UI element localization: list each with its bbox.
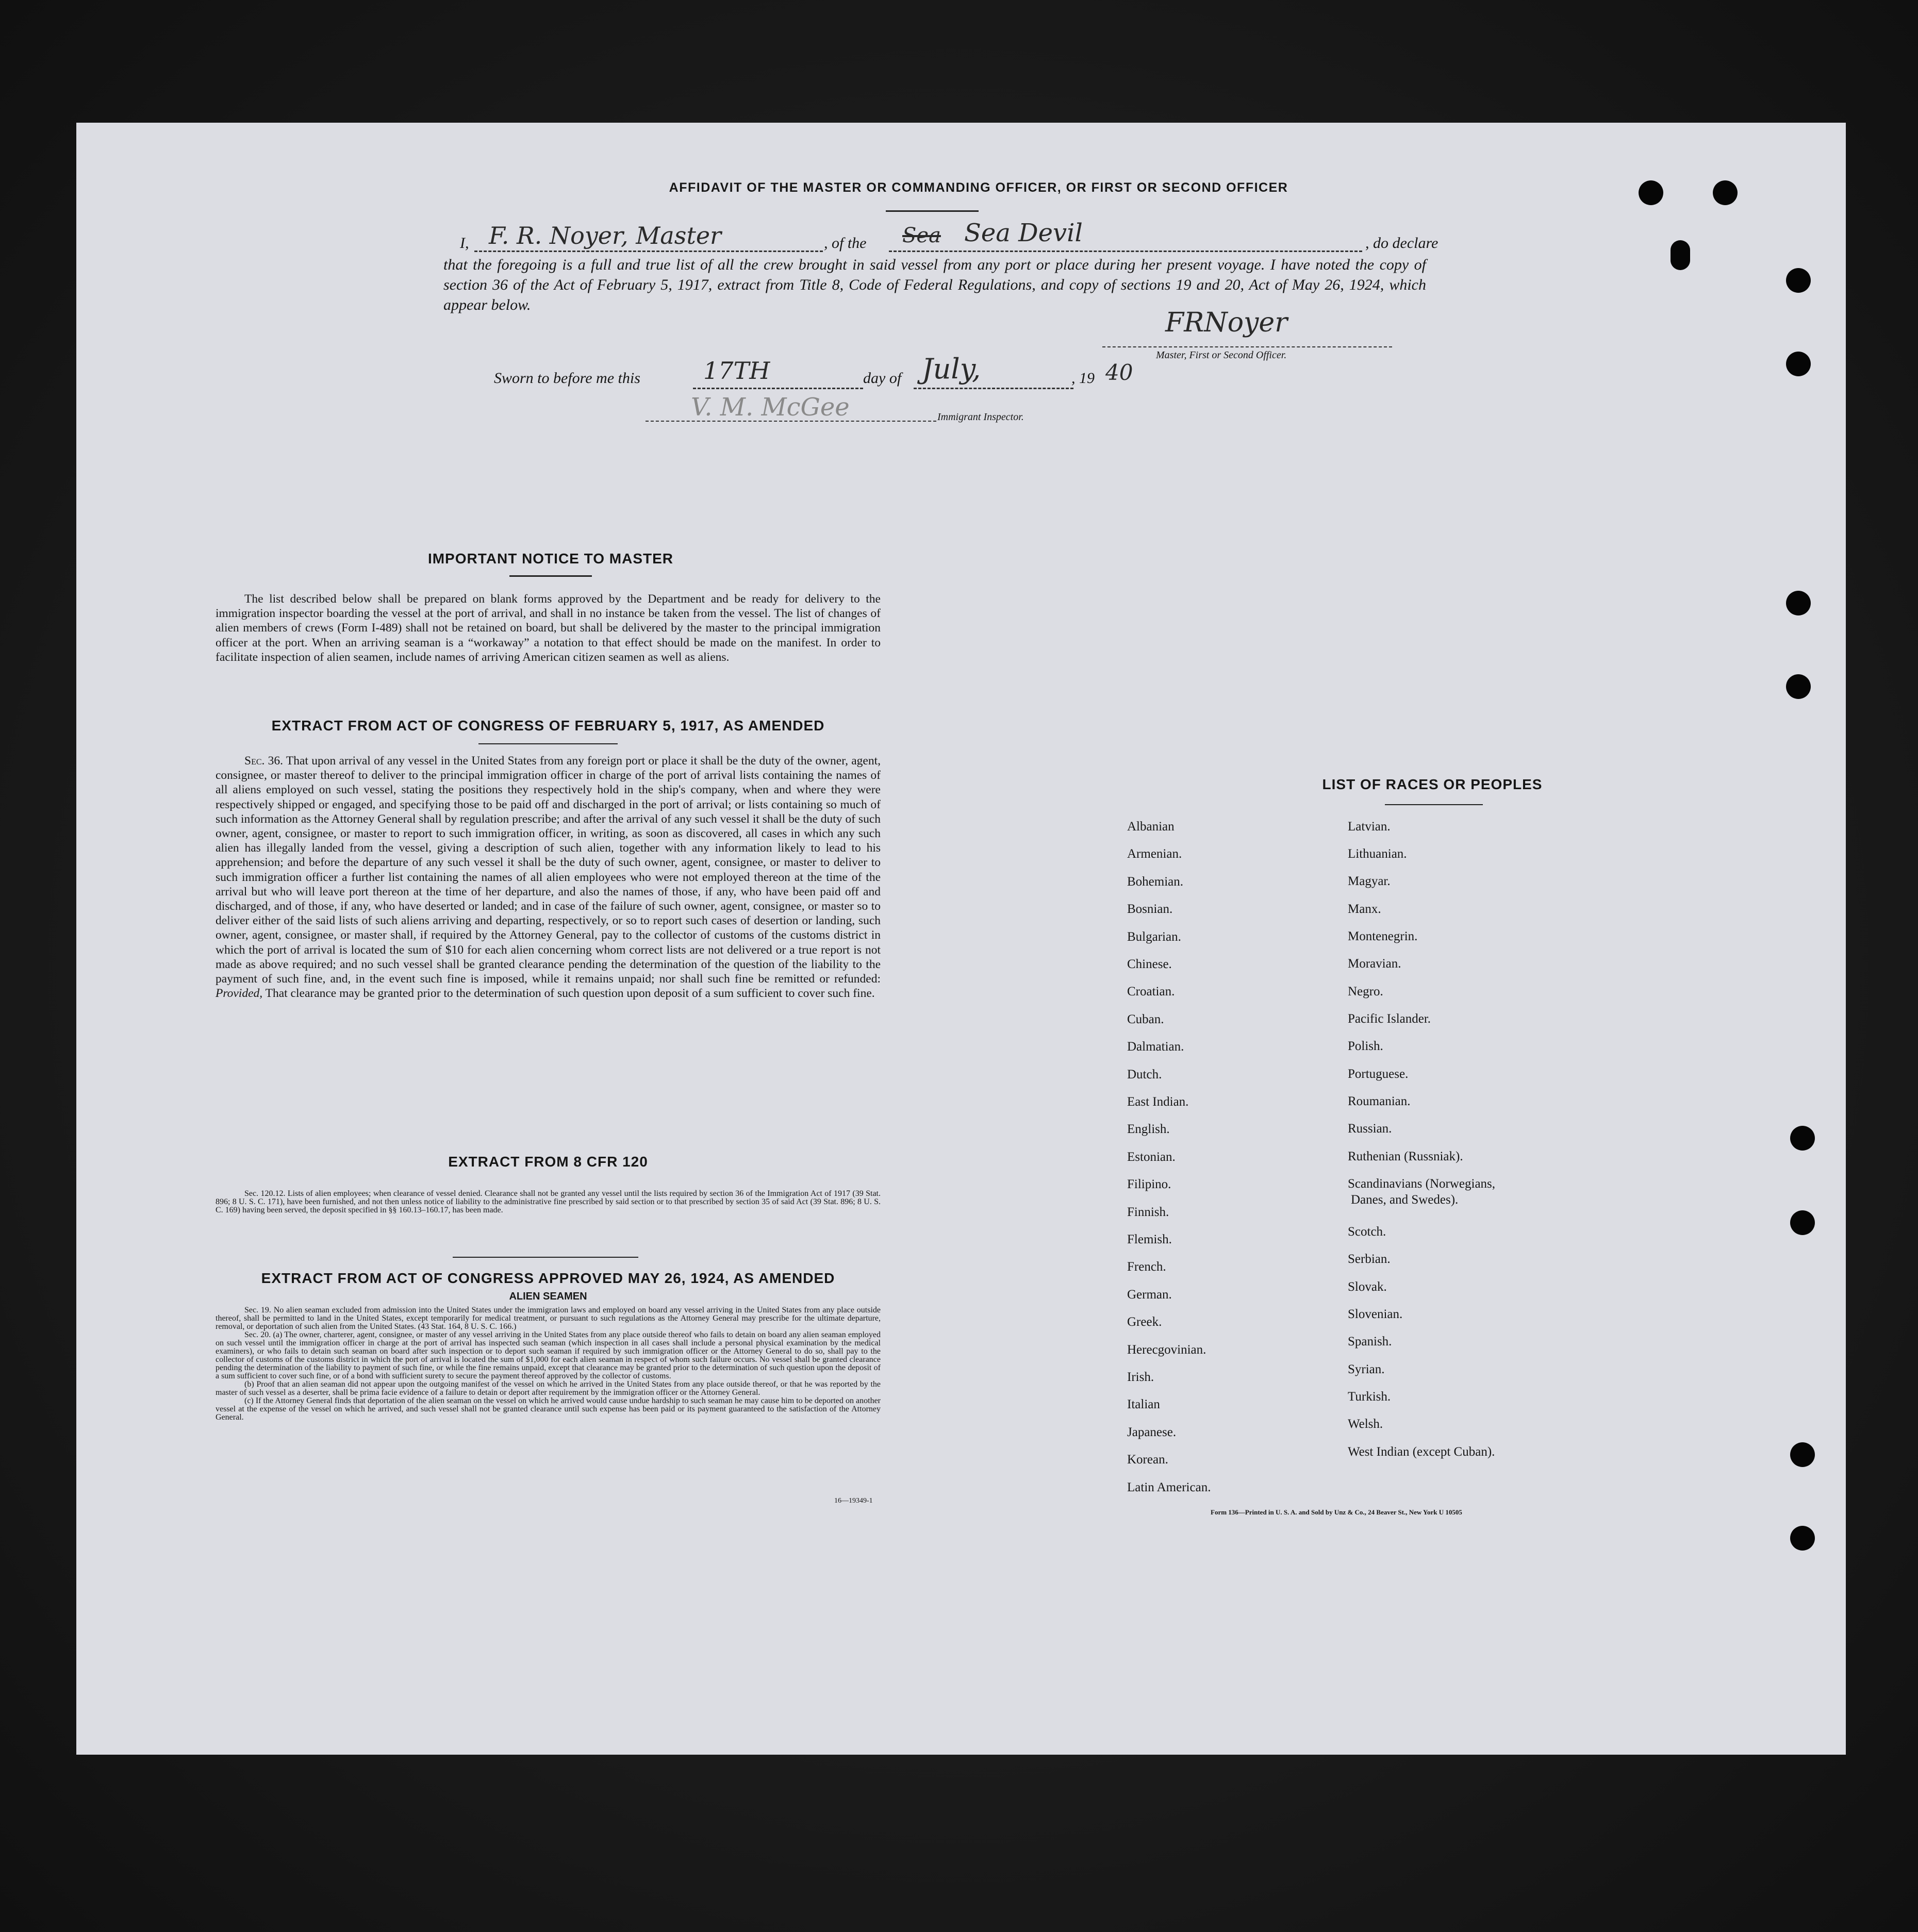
signature-label: Master, First or Second Officer.: [1156, 349, 1287, 361]
notice-underline: [509, 575, 592, 577]
race-item: Slovenian.: [1348, 1307, 1403, 1321]
race-item: Korean.: [1127, 1453, 1168, 1467]
sec-20a-text: Sec. 20. (a) The owner, charterer, agent, consignee, or master of any vessel arriving in the United States from any place outside thereof who fails to detain on board any alien seaman employed on such vessel until the immigration officer in charge at the port of arrival has inspected such seaman (which inspection in all cases shall include a personal physical examination by the medical examiners), or who fails to detain such seaman on board after such inspection or to deport such seaman if required by such immigration officer or the Attorney General to do so, shall pay to the collector of customs of the customs district in which the port of arrival is located the sum of $1,000 for each alien seaman in respect of whom such failure occurs. No vessel shall be granted clearance pending the determination of the liability to payment of such fine, or while the fine remains unpaid, except that clearance may be granted prior to the determination of such question upon the deposit of a sum sufficient to cover such fine, or of a bond with sufficient surety to secure the payment thereof approved by the collector of customs.: [216, 1330, 881, 1380]
sec-19-text: Sec. 19. No alien seaman excluded from admission into the United States under the immigration laws and employed on board any vessel arriving in the United States from any place outside thereof, shall be permitted to land in the United States, except temporarily for medical treatment, or pursuant to such regulations as the Attorney General may prescribe for the ultimate departure, removal, or deportation of such alien from the United States. (43 Stat. 164, 8 U. S. C. 166.): [216, 1306, 881, 1331]
race-item: Herecgovinian.: [1127, 1342, 1206, 1357]
affidavit-of-the: , of the: [824, 235, 867, 252]
signature-line: [1102, 346, 1392, 347]
sec-36-end: That clearance may be granted prior to the determination of such question upon deposit of a sum sufficient to cover such fine.: [265, 987, 875, 1001]
vessel-struck-text: Sea: [902, 224, 941, 247]
race-item: Flemish.: [1127, 1233, 1172, 1246]
race-item: Chinese.: [1127, 957, 1172, 971]
punch-hole: [1639, 180, 1663, 205]
race-item: Montenegrin.: [1348, 929, 1418, 943]
affidavit-body: that the foregoing is a full and true list of all the crew brought in said vessel from any port or place during her present voyage. I have noted the copy of section 36 of the Act of February 5, 1917, extract from Title 8, Code of Federal Regulations, and copy of sections 19 and 20, Act of May 26, 1924, which appear below.: [443, 256, 1426, 313]
race-item: Latin American.: [1127, 1480, 1211, 1494]
affidavit-heading: AFFIDAVIT OF THE MASTER OR COMMANDING OFFICER, OR FIRST OR SECOND OFFICER: [669, 180, 1288, 195]
sworn-prefix: Sworn to before me this: [494, 370, 640, 387]
race-item: Lithuanian.: [1348, 847, 1407, 861]
extract-1924-body: [216, 1306, 881, 1422]
affidavit-prefix: I,: [460, 235, 469, 252]
sworn-year-prefix: , 19: [1071, 370, 1095, 387]
punch-hole: [1790, 1210, 1815, 1235]
inspector-signature: V. M. McGee: [691, 393, 850, 422]
heading-underline: [886, 210, 979, 212]
race-item: Latvian.: [1348, 820, 1391, 834]
sec-20c-text: (c) If the Attorney General finds that deportation of the alien seaman on the vessel on which he arrived would cause undue hardship to such seaman he may cause him to be deported on another vessel at the expense of the vessel on which he arrived, and such vessel shall not be granted clearance until such expense has been paid or its payment guaranteed to the satisfaction of the Attorney General.: [216, 1396, 881, 1422]
punch-hole: [1786, 591, 1811, 615]
sec-20b-text: (b) Proof that an alien seaman did not appear upon the outgoing manifest of the vessel on which he arrived in the United States from any place outside thereof, or that he was reported by the master of such vessel as a deserter, shall be prima facie evidence of a failure to detain or deport after requirement by the immigration officer or the Attorney General.: [216, 1380, 881, 1397]
race-item: Serbian.: [1348, 1252, 1391, 1266]
punch-hole: [1786, 674, 1811, 699]
race-item: Irish.: [1127, 1370, 1154, 1384]
sworn-month-handwriting: July,: [922, 353, 981, 385]
race-item: Greek.: [1127, 1315, 1162, 1329]
race-item: Turkish.: [1348, 1390, 1391, 1404]
punch-hole: [1790, 1126, 1815, 1151]
race-item: German.: [1127, 1287, 1172, 1302]
race-item: Roumanian.: [1348, 1094, 1411, 1108]
alien-seamen-subheading: ALIEN SEAMEN: [509, 1291, 587, 1302]
notice-heading: IMPORTANT NOTICE TO MASTER: [427, 551, 674, 567]
race-item: Bosnian.: [1127, 902, 1173, 917]
race-item: Estonian.: [1127, 1150, 1176, 1164]
extract-1917-heading: EXTRACT FROM ACT OF CONGRESS OF FEBRUARY 5, 1917, AS AMENDED: [271, 718, 825, 734]
race-item: Polish.: [1348, 1039, 1383, 1053]
sworn-day-of: day of: [863, 370, 902, 387]
inspector-label: Immigrant Inspector.: [937, 411, 1024, 423]
race-item: Pacific Islander.: [1348, 1012, 1431, 1026]
extract-cfr-body: Sec. 120.12. Lists of alien employees; when clearance of vessel denied. Clearance shall not be granted any vessel until the lists required by section 36 of the Immigration Act of 1917 (39 Stat. 896; 8 U. S. C. 171), have been furnished, and not then unless notice of liability to the administrative fine prescribed by said section or to that prescribed by section 35 of said Act (39 Stat. 896; 8 U. S. C. 169) having been served, the deposit specified in §§ 160.13–160.17, has been made.: [216, 1189, 881, 1214]
name-blank: [474, 251, 823, 252]
form-code: 16—19349-1: [834, 1497, 873, 1505]
punch-hole: [1786, 352, 1811, 376]
race-item: Bohemian.: [1127, 874, 1184, 889]
race-item: French.: [1127, 1260, 1166, 1274]
sec-36-label: Sec. 36.: [244, 754, 284, 768]
race-item: Dutch.: [1127, 1067, 1162, 1081]
race-item: Scandinavians (Norwegians,: [1348, 1177, 1496, 1191]
race-item: West Indian (except Cuban).: [1348, 1445, 1495, 1459]
provided-word: Provided,: [216, 987, 263, 1001]
day-blank: [693, 388, 863, 389]
race-item: Moravian.: [1348, 957, 1401, 971]
race-item: East Indian.: [1127, 1095, 1189, 1109]
race-item: Italian: [1127, 1397, 1160, 1412]
race-item: Magyar.: [1348, 874, 1391, 888]
race-item: Scotch.: [1348, 1225, 1386, 1239]
name-handwriting: F. R. Noyer, Master: [489, 222, 722, 249]
vessel-blank: [889, 251, 1362, 252]
race-item: Russian.: [1348, 1122, 1392, 1136]
punch-hole: [1713, 180, 1738, 205]
extract-cfr-divider: [453, 1257, 638, 1258]
race-item: English.: [1127, 1122, 1170, 1137]
races-underline: [1385, 804, 1483, 805]
race-item: Armenian.: [1127, 847, 1182, 861]
race-item: Cuban.: [1127, 1012, 1164, 1026]
race-item: Filipino.: [1127, 1177, 1171, 1192]
race-item: Portuguese.: [1348, 1067, 1409, 1081]
punch-hole: [1671, 240, 1690, 270]
punch-hole: [1786, 268, 1811, 293]
extract-1917-body: [216, 754, 881, 1001]
race-item: Slovak.: [1348, 1280, 1387, 1294]
punch-hole: [1790, 1526, 1815, 1551]
extract-1924-heading: EXTRACT FROM ACT OF CONGRESS APPROVED MAY 26, 1924, AS AMENDED: [261, 1270, 835, 1286]
race-item: Negro.: [1348, 985, 1383, 998]
document-page: [76, 123, 1846, 1755]
race-item: Japanese.: [1127, 1425, 1177, 1439]
race-item: Bulgarian.: [1127, 929, 1181, 944]
sec-36-text: That upon arrival of any vessel in the United States from any foreign port or place it shall be the duty of the owner, agent, consignee, or master thereof to deliver to the principal immigration officer in charge of the port of arrival lists containing the names of all aliens employed on such vessel, stating the positions they respectively hold in the ship's company, when and where they were respectively shipped or engaged, and specifying those to be paid off and discharged in the port of arrival; or lists containing so much of such information as the Attorney General shall by regulation prescribe; and after the arrival of any such vessel it shall be the duty of such owner, agent, consignee, or master to report to such immigration officer, in writing, as soon as discovered, all cases in which any such alien has illegally landed from the vessel, giving a description of such alien, together with any information likely to lead to his apprehension; and before the departure of any such vessel it shall be the duty of such owner, agent, consignee, or master to deliver to such immigration officer a further list containing the names of all alien employees who were not employed thereon at the time of the arrival but who will leave port thereon at the time of her departure, and also the names of those, if any, who have been paid off and discharged, and of those, if any, who have deserted or landed; and in case of the failure of such owner, agent, consignee, or master so to deliver either of the said lists of such aliens arriving and departing, respectively, or so to report such cases of desertion or landing, such owner, agent, consignee, or master shall, if required by the Attorney General, pay to the collector of customs of the customs district in which the port of arrival is located the sum of $10 for each alien concerning whom correct lists are not delivered or a true report is not made as above required; and no such vessel shall be granted clearance pending the determination of the question of the liability to the payment of such fine, and, in the event such fine is imposed, while it remains unpaid; nor shall such fine be remitted or refunded:: [216, 754, 881, 986]
form-footer: Form 136—Printed in U. S. A. and Sold by Unz & Co., 24 Beaver St., New York U 10505: [1211, 1508, 1462, 1516]
vessel-handwriting: Sea Devil: [964, 219, 1083, 247]
month-blank: [914, 388, 1073, 389]
race-item: Danes, and Swedes).: [1351, 1193, 1459, 1207]
affidavit-do-declare: , do declare: [1365, 235, 1438, 252]
sworn-day-handwriting: 17TH: [703, 357, 770, 385]
race-item: Finnish.: [1127, 1205, 1169, 1219]
race-item: Croatian.: [1127, 985, 1175, 999]
sworn-year-handwriting: 40: [1105, 360, 1133, 385]
race-item: Welsh.: [1348, 1417, 1383, 1431]
race-item: Ruthenian (Russniak).: [1348, 1150, 1463, 1163]
extract-cfr-heading: EXTRACT FROM 8 CFR 120: [448, 1154, 648, 1170]
race-item: Spanish.: [1348, 1335, 1392, 1348]
punch-hole: [1790, 1442, 1815, 1467]
race-item: Syrian.: [1348, 1362, 1385, 1376]
race-item: Albanian: [1127, 820, 1175, 834]
master-signature: FRNoyer: [1165, 307, 1288, 338]
notice-body: The list described below shall be prepared on blank forms approved by the Department and be ready for delivery to the immigration inspector boarding the vessel at the port of arrival, and shall in no instance be taken from the vessel. The list of changes of alien members of crews (Form I-489) shall not be retained on board, but shall be delivered by the master to the principal immigration officer at the port. When an arriving seaman is a “workaway” a notation to that effect should be made on the manifest. In order to facilitate inspection of alien seamen, include names of arriving American citizen seamen as well as aliens.: [216, 592, 881, 664]
race-item: Dalmatian.: [1127, 1040, 1184, 1054]
extract-1917-underline: [478, 743, 618, 744]
race-item: Manx.: [1348, 902, 1381, 916]
races-heading: LIST OF RACES OR PEOPLES: [1322, 776, 1543, 792]
